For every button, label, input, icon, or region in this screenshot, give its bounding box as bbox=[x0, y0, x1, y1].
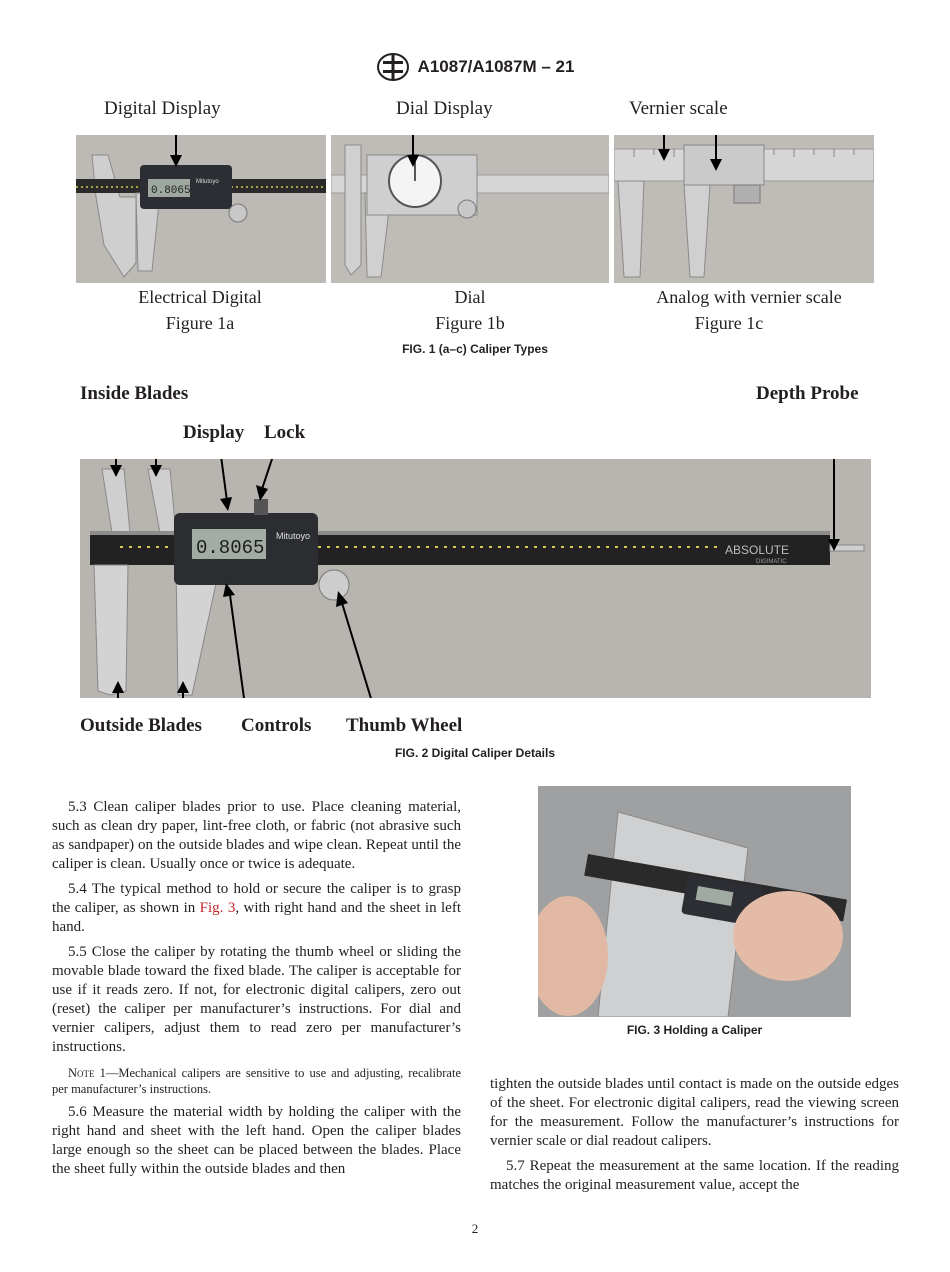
fig1c-photo bbox=[614, 135, 874, 283]
svg-text:Mitutoyo: Mitutoyo bbox=[196, 179, 219, 185]
callout-display: Display bbox=[183, 422, 245, 443]
fig1-label-dial-display: Dial Display bbox=[396, 98, 493, 119]
callout-outside-blades: Outside Blades bbox=[80, 715, 202, 736]
arrow-outside-blade-2-icon bbox=[177, 681, 189, 698]
svg-text:Mitutoyo: Mitutoyo bbox=[276, 531, 311, 541]
callout-thumb-wheel: Thumb Wheel bbox=[346, 715, 463, 736]
paragraph-5-3: 5.3 Clean caliper blades prior to use. Place cleaning material, such as clean dry paper, lint-free cloth, or fabric (not abrasive such as sandpaper) on the outside blades and wipe clean. Repeat until the caliper is clean. Usually once or twice is adequate. bbox=[52, 799, 461, 872]
page-header bbox=[0, 52, 950, 86]
arrow-controls-icon bbox=[220, 583, 250, 698]
callout-lock: Lock bbox=[264, 422, 306, 443]
paragraph-5-6: 5.6 Measure the material width by holding the caliper with the right hand and sheet with the left hand. Open the caliper blades large enough so the sheet can be placed between the blades. Place the sheet fully within the outside blades and then bbox=[52, 1104, 461, 1177]
fig1-label-vernier-scale: Vernier scale bbox=[629, 98, 728, 119]
fig1a-sublabel: Electrical Digital Figure 1a bbox=[138, 287, 262, 333]
fig1c-arrow-right-icon bbox=[710, 135, 722, 171]
fig1-label-digital-display: Digital Display bbox=[104, 98, 221, 119]
fig1a-photo bbox=[76, 135, 326, 283]
fig3-photo bbox=[538, 786, 851, 1017]
astm-logo-icon bbox=[376, 52, 410, 82]
left-column bbox=[52, 798, 461, 1179]
svg-text:ABSOLUTE: ABSOLUTE bbox=[725, 543, 790, 557]
paragraph-5-5: 5.5 Close the caliper by rotating the thumb wheel or sliding the movable blade toward the fixed blade. The caliper is acceptable for use if it reads zero. If not, for electronic digital calipers, zero out (reset) the caliper per manufacturer’s instructions. For dial and vernier calipers, adjust them to read zero per manufacturer’s instructions. bbox=[52, 944, 461, 1055]
right-column bbox=[490, 1075, 899, 1195]
arrow-inside-blade-1-icon bbox=[110, 459, 122, 477]
svg-text:0.8065: 0.8065 bbox=[196, 537, 265, 559]
fig2-photo bbox=[80, 459, 871, 698]
fig1c-arrow-left-icon bbox=[658, 135, 670, 161]
paragraph-5-6-continued: tighten the outside blades until contact is made on the outside edges of the sheet. For electronic digital calipers, read the viewing screen for the measurement. Follow the manufacturer’s instructions for vernier scale or dial readout calipers. bbox=[490, 1076, 899, 1149]
fig1c-sublabel: Analog with vernier scale Figure 1c bbox=[656, 287, 842, 333]
note-1: Note 1—Mechanical calipers are sensitive to use and adjusting, recalibrate per manufacturer’s instructions. bbox=[52, 1066, 461, 1096]
callout-controls: Controls bbox=[241, 715, 312, 736]
arrow-display-icon bbox=[217, 459, 233, 511]
fig2-caption: FIG. 2 Digital Caliper Details bbox=[394, 746, 556, 760]
fig1a-arrow-icon bbox=[170, 135, 182, 167]
callout-inside-blades: Inside Blades bbox=[80, 383, 189, 404]
fig1b-photo bbox=[331, 135, 609, 283]
arrow-lock-icon bbox=[252, 459, 282, 501]
arrow-outside-blade-1-icon bbox=[112, 681, 124, 698]
fig1-caption: FIG. 1 (a–c) Caliper Types bbox=[402, 342, 548, 356]
fig1b-sublabel: Dial Figure 1b bbox=[435, 287, 505, 333]
svg-text:0.8065: 0.8065 bbox=[151, 185, 191, 197]
callout-depth-probe: Depth Probe bbox=[756, 383, 859, 404]
svg-text:DIGIMATIC: DIGIMATIC bbox=[756, 559, 787, 565]
arrow-thumb-wheel-icon bbox=[334, 591, 378, 698]
fig-3-link[interactable]: Fig. 3 bbox=[199, 900, 236, 916]
page-number: 2 bbox=[471, 1221, 479, 1236]
paragraph-5-7: 5.7 Repeat the measurement at the same location. If the reading matches the original measurement value, accept the bbox=[490, 1158, 899, 1193]
standard-id: A1087/A1087M – 21 bbox=[417, 57, 575, 76]
arrow-inside-blade-2-icon bbox=[150, 459, 162, 477]
fig3-caption: FIG. 3 Holding a Caliper bbox=[626, 1023, 763, 1037]
arrow-depth-probe-icon bbox=[828, 459, 840, 551]
paragraph-5-4: 5.4 The typical method to hold or secure the caliper is to grasp the caliper, as shown in Fig. 3, with right hand and the sheet in left hand. bbox=[52, 881, 461, 935]
fig1b-arrow-icon bbox=[407, 135, 419, 167]
